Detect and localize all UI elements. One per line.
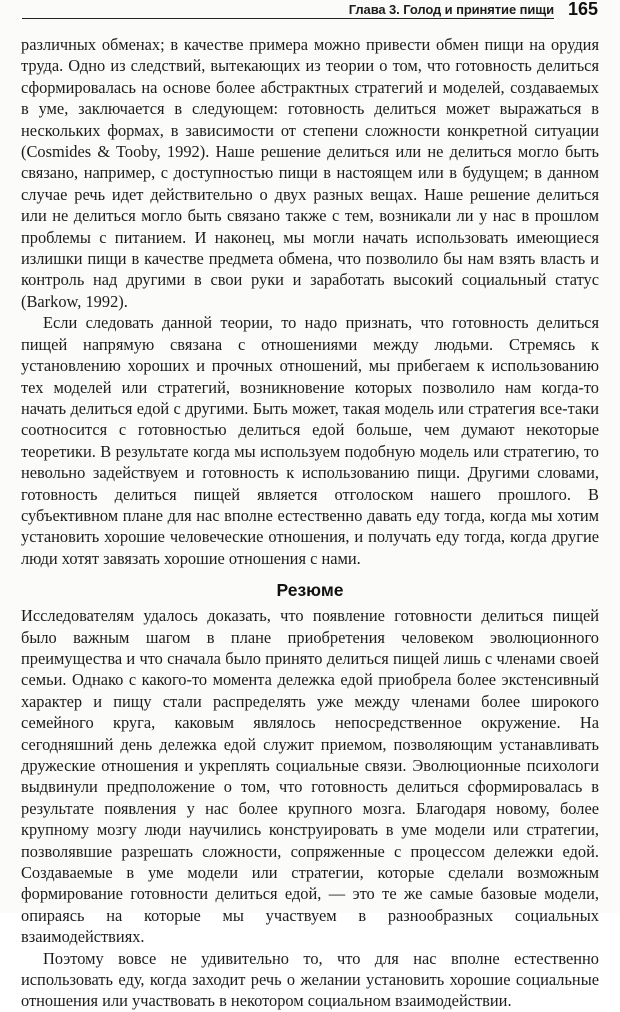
- running-head: [0, 0, 620, 28]
- section-heading: Резюме: [276, 580, 344, 601]
- summary-paragraph: Исследователям удалось доказать, что появление готовности делиться пищей было важным шагом в плане приобретения человеком эволюционного преимущества и что сначала было принято делиться пищей лишь с членами своей семьи. Однако с какого-то момента дележка едой приобрела более экстенсивный характер и пищу стали распределять уже между членами более широкого семейного круга, каковым являлось непосредственное окружение. На сегодняшний день дележка едой служит приемом, позволяющим устанавливать дружеские отношения и укреплять социальные связи. Эволюционные психологи выдвинули предположение о том, что готовность делиться сформировалась в результате появления у нас более крупного мозга. Благодаря новому, более крупному мозгу люди научились конструировать в уме модели или стратегии, позволявшие разрешать сложности, сопряженные с процессом дележки едой. Создаваемые в уме модели или стратегии, которые сделали возможным формирование готовности делиться едой, — это те же самые базовые модели, опираясь на которые мы участвуем в разнообразных социальных взаимодействиях.: [21, 606, 599, 947]
- header-rule: [22, 18, 554, 19]
- page-number: 165: [567, 0, 598, 19]
- body-paragraph: Если следовать данной теории, то надо признать, что готовность делиться пищей напрямую связана с отношениями между людьми. Стремясь к установлению хороших и прочных отношений, мы прибегаем к использованию тех моделей или стратегий, возникновение которых позволило нам когда-то начать делиться едой с другими. Быть может, такая модель или стратегия все-таки соотносится с готовностью делиться едой больше, чем думают некоторые теоретики. В результате когда мы используем подобную модель или стратегию, то невольно задействуем и готовность к использованию пищи. Другими словами, готовность делиться пищей является отголоском нашего прошлого. В субъективном плане для нас вполне естественно давать еду тогда, когда мы хотим установить хорошие человеческие отношения, и получать еду тогда, когда другие люди хотят завязать хорошие отношения с нами.: [21, 313, 599, 568]
- text-body: [21, 34, 599, 1012]
- chapter-title: Глава 3. Голод и принятие пищи: [339, 2, 554, 17]
- summary-paragraph: Поэтому вовсе не удивительно то, что для нас вполне естественно использовать еду, когда заходит речь о желании установить хорошие социальные отношения или участвовать в некотором социальном взаимодействии.: [21, 948, 599, 1011]
- body-paragraph: различных обменах; в качестве примера можно привести обмен пищи на орудия труда. Одно из следствий, вытекающих из теории о том, что готовность делиться сформировалась на основе более абстрактных стратегий и моделей, создаваемых в уме, заключается в следующем: готовность делиться может выражаться в нескольких формах, в зависимости от степени сложности конкретной ситуации (Cosmides & Tooby, 1992). Наше решение делиться или не делиться могло быть связано, например, с доступностью пищи в настоящем или в будущем; в данном случае речь идет действительно о двух разных вещах. Наше решение делиться или не делиться могло быть связано также с тем, возникали ли у нас в прошлом проблемы с питанием. И наконец, мы могли начать использовать имеющиеся излишки пищи в качестве предмета обмена, что позволило бы нам взять власть и контроль над другими в свои руки и заработать высокий социальный статус (Barkow, 1992).: [21, 35, 599, 311]
